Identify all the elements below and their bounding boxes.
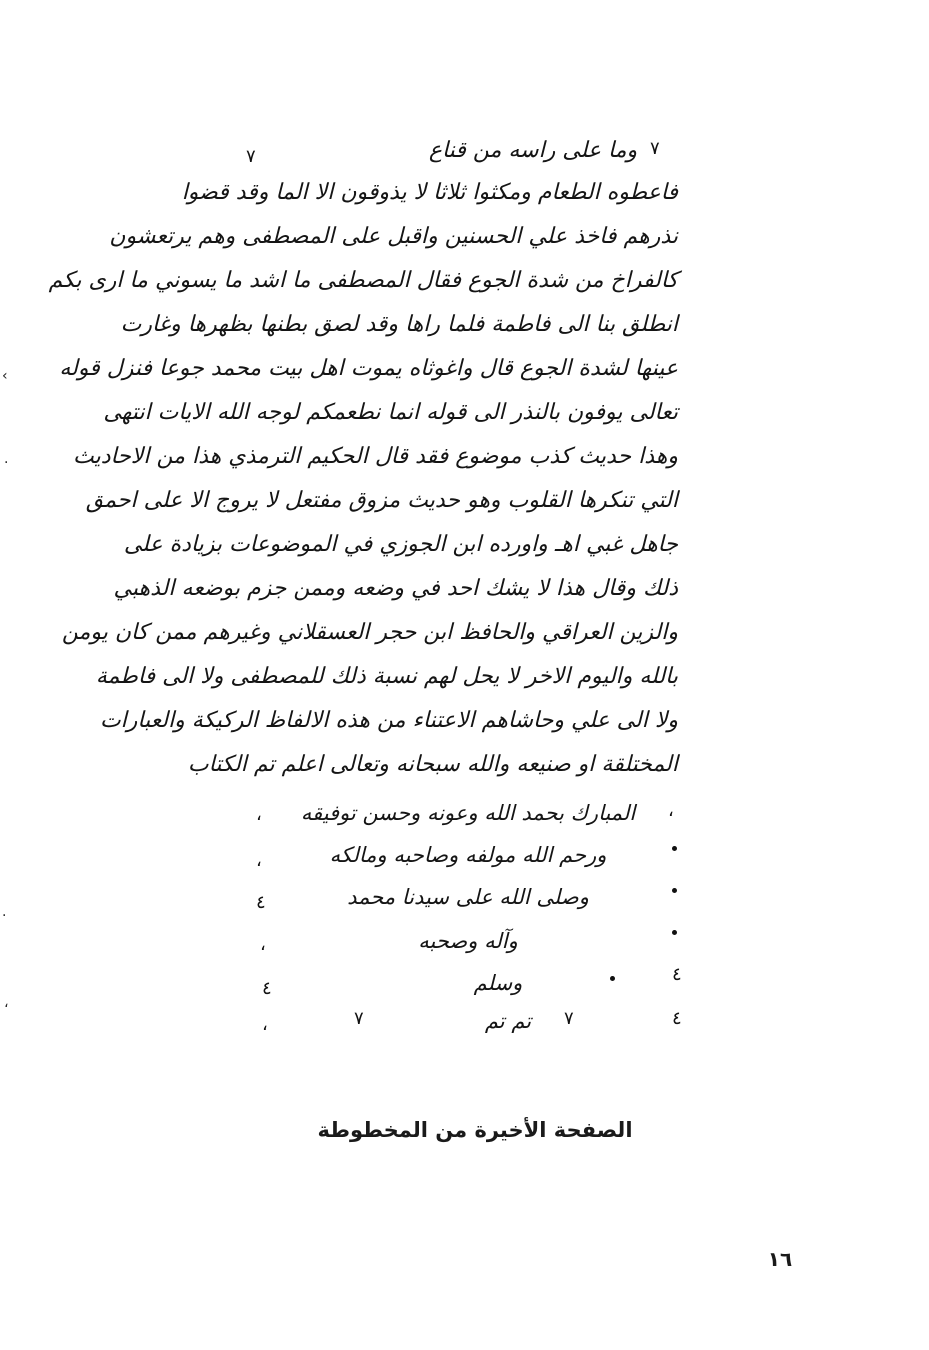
ornament-mark: ، <box>262 1014 268 1035</box>
manuscript-line: المختلقة او صنيعه والله سبحانه وتعالى اعلم تم الكتاب <box>187 752 678 777</box>
colophon-line: وآله وصحبه <box>418 929 518 953</box>
page-caption: الصفحة الأخيرة من المخطوطة <box>317 1118 633 1142</box>
manuscript-line: جاهل غبي اهـ واورده ابن الجوزي في الموضوعات بزيادة على <box>123 532 678 557</box>
manuscript-line: ذلك وقال هذا لا يشك احد في وضعه وممن جزم بوضعه الذهبي <box>113 576 678 601</box>
manuscript-line: تعالى يوفون بالنذر الى قوله انما نطعمكم لوجه الله الايات انتهى <box>103 400 678 425</box>
ornament-mark: ٧ <box>246 146 256 167</box>
colophon-line: وسلم <box>473 971 523 995</box>
ornament-mark: ، <box>260 934 266 955</box>
ornament-mark: ٤ <box>672 964 682 985</box>
ornament-mark: ٤ <box>672 1008 682 1029</box>
ornament-dot <box>672 930 677 935</box>
manuscript-image <box>48 130 698 1050</box>
ornament-mark: ، <box>256 850 262 871</box>
manuscript-line: كالفراخ من شدة الجوع فقال المصطفى ما اشد ما يسوني ما ارى بكم <box>48 268 678 293</box>
ornament-dot <box>672 846 677 851</box>
page-number: ١٦ <box>767 1247 793 1271</box>
manuscript-line: بالله واليوم الاخر لا يحل لهم نسبة ذلك للمصطفى ولا الى فاطمة <box>95 664 678 689</box>
colophon-line: المبارك بحمد الله وعونه وحسن توفيقه <box>300 801 636 825</box>
manuscript-line: والزين العراقي والحافظ ابن حجر العسقلاني وغيرهم ممن كان يومن <box>61 620 678 645</box>
edge-mark: · <box>4 455 9 471</box>
ornament-mark: ٤ <box>256 892 266 913</box>
edge-mark: ، <box>4 995 9 1011</box>
ornament-mark: ٧ <box>650 138 660 159</box>
ornament-mark: ٤ <box>262 978 272 999</box>
edge-mark: ‹ <box>2 368 8 384</box>
colophon-line: ورحم الله مولفه وصاحبه ومالكه <box>329 843 607 867</box>
ornament-mark: ، <box>256 804 262 825</box>
manuscript-line: عينها لشدة الجوع قال واغوثاه يموت اهل بيت محمد جوعا فنزل قوله <box>59 356 678 381</box>
manuscript-line: وهذا حديث كذب موضوع فقد قال الحكيم الترمذي هذا من الاحاديث <box>72 444 678 469</box>
manuscript-line: التي تنكرها القلوب وهو حديث مزوق مفتعل لا يروج الا على احمق <box>85 488 678 513</box>
manuscript-line: نذرهم فاخذ علي الحسنين واقبل على المصطفى وهم يرتعشون <box>109 224 678 249</box>
ornament-mark: ٧ <box>354 1008 364 1029</box>
ornament-dot <box>672 888 677 893</box>
manuscript-catchword: وما على راسه من قناع <box>428 138 638 163</box>
manuscript-line: انطلق بنا الى فاطمة فلما راها وقد لصق بطنها بظهرها وغارت <box>120 312 678 337</box>
manuscript-line: ولا الى علي وحاشاهم الاعتناء من هذه الالفاظ الركيكة والعبارات <box>99 708 678 733</box>
colophon-line: وصلى الله على سيدنا محمد <box>347 885 589 909</box>
edge-mark: · <box>2 908 7 924</box>
ornament-mark: ٧ <box>564 1008 574 1029</box>
colophon-line: تم تم <box>484 1009 532 1033</box>
manuscript-line: فاعطوه الطعام ومكثوا ثلاثا لا يذوقون الا الما وقد قضوا <box>181 180 678 205</box>
ornament-mark: ، <box>668 800 674 821</box>
